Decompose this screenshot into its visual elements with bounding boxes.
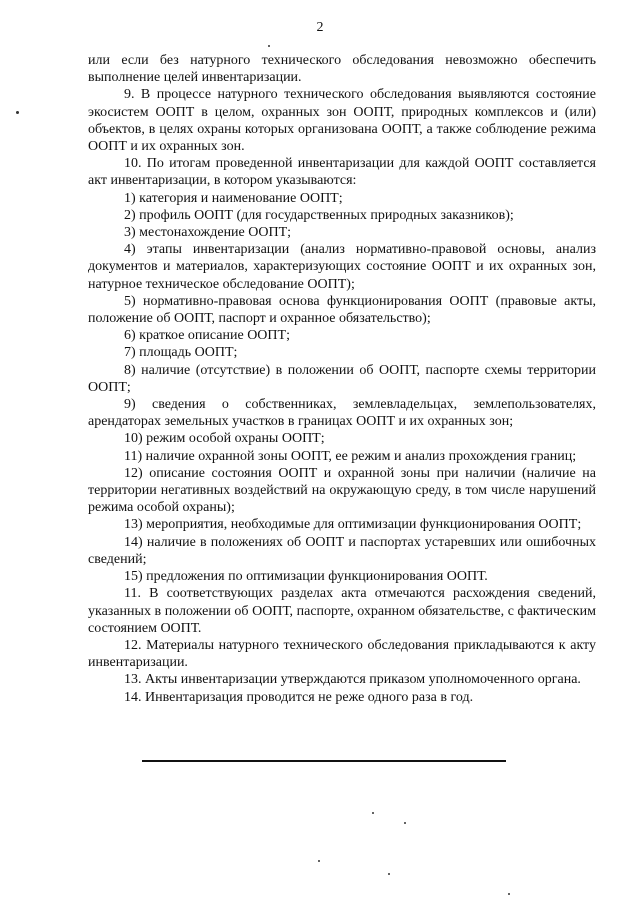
- list-item-10: 10) режим особой охраны ООПТ;: [124, 431, 325, 447]
- paragraph-item-9: 9. В процессе натурного технического обследования выявляются состояние экосистем ООПТ в целом, охранных зон ООПТ, природных комплексов и (или) объектов, в целях охраны которых организована ООПТ, а также соблюдение режима ООПТ и их охранных зон.: [88, 87, 596, 155]
- paragraph-continuation: или если без натурного технического обследования невозможно обеспечить выполнение целей инвентаризации.: [88, 53, 596, 86]
- paragraph-item-12: 12. Материалы натурного технического обследования прикладываются к акту инвентаризации.: [88, 637, 596, 671]
- list-item-8: 8) наличие (отсутствие) в положении об ООПТ, паспорте схемы территории ООПТ;: [88, 362, 596, 395]
- document-body: [88, 52, 596, 706]
- list-item-2: 2) профиль ООПТ (для государственных природных заказников);: [124, 207, 514, 223]
- list-item-14: 14) наличие в положениях об ООПТ и паспортах устаревших или ошибочных сведений;: [88, 534, 596, 567]
- list-item-5: 5) нормативно-правовая основа функционирования ООПТ (правовые акты, положение об ООПТ, паспорт и охранное обязательство);: [88, 293, 596, 327]
- closing-horizontal-rule: [142, 760, 506, 762]
- scan-speck: [372, 812, 374, 814]
- list-item-15: 15) предложения по оптимизации функционирования ООПТ.: [124, 569, 488, 585]
- list-item-13: 13) мероприятия, необходимые для оптимизации функционирования ООПТ;: [124, 517, 582, 533]
- page-number: 2: [316, 20, 324, 35]
- paragraph-item-13: 13. Акты инвентаризации утверждаются приказом уполномоченного органа.: [124, 672, 581, 688]
- paragraph-item-11: 11. В соответствующих разделах акта отмечаются расхождения сведений, указанных в положении об ООПТ, паспорте, охранном обязательстве, с фактическим состоянием ООПТ.: [88, 586, 596, 636]
- scan-speck: [16, 111, 19, 114]
- scan-speck: [318, 860, 320, 862]
- scan-speck: [388, 873, 390, 875]
- list-item-12: 12) описание состояния ООПТ и охранной зоны при наличии (наличие на территории негативных воздействий на окружающую среду, в том числе нарушений режима особой охраны);: [88, 465, 596, 516]
- scan-speck: [268, 45, 270, 47]
- paragraph-item-14: 14. Инвентаризация проводится не реже одного раза в год.: [124, 689, 474, 705]
- list-item-1: 1) категория и наименование ООПТ;: [124, 190, 343, 206]
- list-item-3: 3) местонахождение ООПТ;: [124, 225, 292, 241]
- list-item-6: 6) краткое описание ООПТ;: [124, 328, 290, 344]
- list-item-11: 11) наличие охранной зоны ООПТ, ее режим и анализ прохождения границ;: [124, 448, 577, 464]
- scan-speck: [404, 822, 406, 824]
- list-item-7: 7) площадь ООПТ;: [124, 345, 238, 361]
- list-item-9: 9) сведения о собственниках, землевладельцах, землепользователях, арендаторах земельных участков в границах ООПТ и их охранных зон;: [88, 397, 596, 430]
- scan-speck: [508, 893, 510, 895]
- paragraph-item-10: 10. По итогам проведенной инвентаризации для каждой ООПТ составляется акт инвентаризации, в котором указываются:: [88, 156, 596, 189]
- list-item-4: 4) этапы инвентаризации (анализ нормативно-правовой основы, анализ документов и материалов, характеризующих состояние ООПТ и их охранных зон, натурное техническое обследование ООПТ);: [88, 242, 596, 292]
